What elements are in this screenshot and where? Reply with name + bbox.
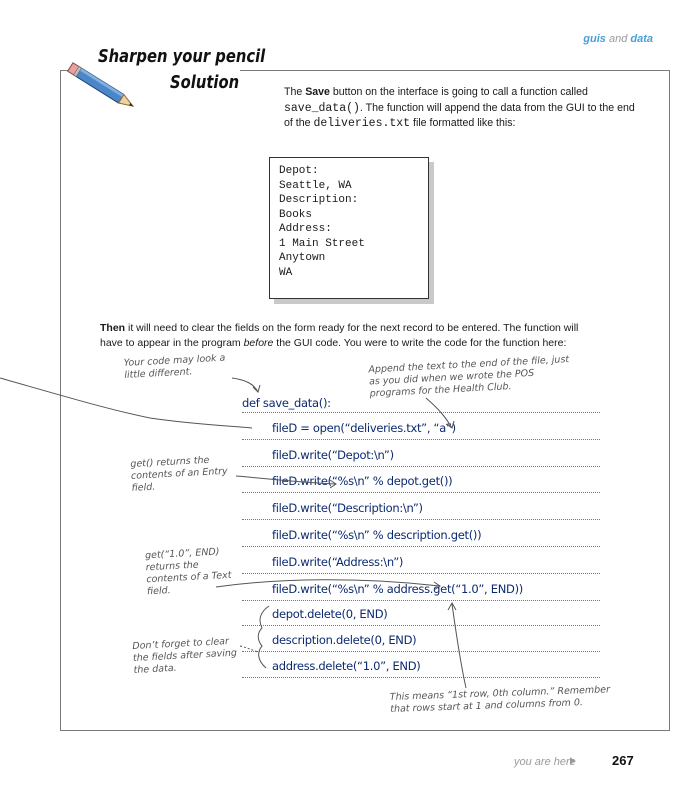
- note-append-text: Append the text to the end of the file, just as you did when we wrote the POS programs for the Health Club.: [368, 354, 570, 400]
- note-rows-columns: This means “1st row, 0th column.” Remember that rows start at 1 and columns from 0.: [389, 684, 611, 715]
- you-are-here: you are here: [514, 756, 576, 768]
- code-line-depot-delete: depot.delete(0, END): [272, 607, 388, 621]
- note-code-may-differ: Your code may look a little different.: [123, 352, 226, 381]
- code-line-open: fileD = open(“deliveries.txt”, “a”): [272, 421, 456, 435]
- code-line-address-delete: address.delete(“1.0”, END): [272, 659, 421, 673]
- code-line-write-depot-label: fileD.write(“Depot:\n”): [272, 448, 394, 462]
- note-get-entry: get() returns the contents of an Entry field.: [130, 454, 228, 494]
- code-line-write-description-value: fileD.write(“%s\n” % description.get()): [272, 528, 482, 542]
- file-line: Depot:: [279, 165, 319, 177]
- note-get-text: get(“1.0”, END) returns the contents of a Text field.: [144, 546, 232, 598]
- arrow-rows: [452, 604, 466, 688]
- intro-text-1: The: [284, 86, 306, 98]
- intro-text-3: . The function will append the data from the GUI to the end of the: [284, 101, 635, 129]
- file-line: Seattle, WA: [279, 179, 352, 192]
- deliveries-filename: deliveries.txt: [313, 117, 411, 130]
- solution-title: Solution: [170, 72, 240, 93]
- left-edge-curve: [0, 378, 252, 428]
- arrow-code-may-differ: [232, 378, 258, 392]
- instructions-text-2: the GUI code. You were to write the code for the function here:: [273, 337, 567, 349]
- intro-text-2: button on the interface is going to call a function called: [329, 86, 588, 98]
- intro-text-4: file formatted like this:: [410, 117, 516, 129]
- code-line-description-delete: description.delete(0, END): [272, 633, 417, 647]
- note-clear-fields: Don’t forget to clear the fields after saving the data.: [132, 635, 238, 676]
- code-line-write-address-label: fileD.write(“Address:\n”): [272, 555, 404, 569]
- page-number: 267: [612, 753, 634, 768]
- file-line: Address:: [279, 223, 332, 235]
- save-data-func: save_data(): [284, 101, 360, 115]
- header-word-data: data: [630, 33, 653, 45]
- file-line: Anytown: [279, 252, 326, 264]
- then-word: Then: [100, 322, 126, 334]
- arrowhead-code-may-differ: [253, 385, 260, 392]
- file-line: Description:: [279, 194, 359, 206]
- brace-clear-fields: [258, 606, 269, 668]
- sharpen-title: Sharpen your pencil: [98, 46, 266, 67]
- arrow-get-entry: [236, 476, 336, 484]
- file-line: WA: [279, 266, 293, 279]
- code-line-def: def save_data():: [242, 396, 331, 410]
- header-word-and: and: [608, 33, 628, 45]
- code-line-write-description-label: fileD.write(“Description:\n”): [272, 501, 423, 515]
- before-word: before: [243, 337, 274, 349]
- arrow-clear-fields: [240, 646, 258, 652]
- arrow-get-text: [216, 580, 440, 587]
- instructions-text-1: it will need to clear the fields on the form ready for the next record to be entered. The function will have to appear in the program: [100, 322, 579, 349]
- file-line: 1 Main Street: [279, 237, 365, 250]
- code-line-write-address-value: fileD.write(“%s\n” % address.get(“1.0”, END)): [272, 582, 523, 596]
- file-line: Books: [279, 208, 313, 221]
- save-word: Save: [305, 86, 330, 98]
- header-word-guis: guis: [583, 33, 606, 45]
- code-line-write-depot-value: fileD.write(“%s\n” % depot.get()): [272, 474, 453, 488]
- play-arrow-icon: [570, 757, 575, 765]
- arrow-append: [426, 398, 452, 428]
